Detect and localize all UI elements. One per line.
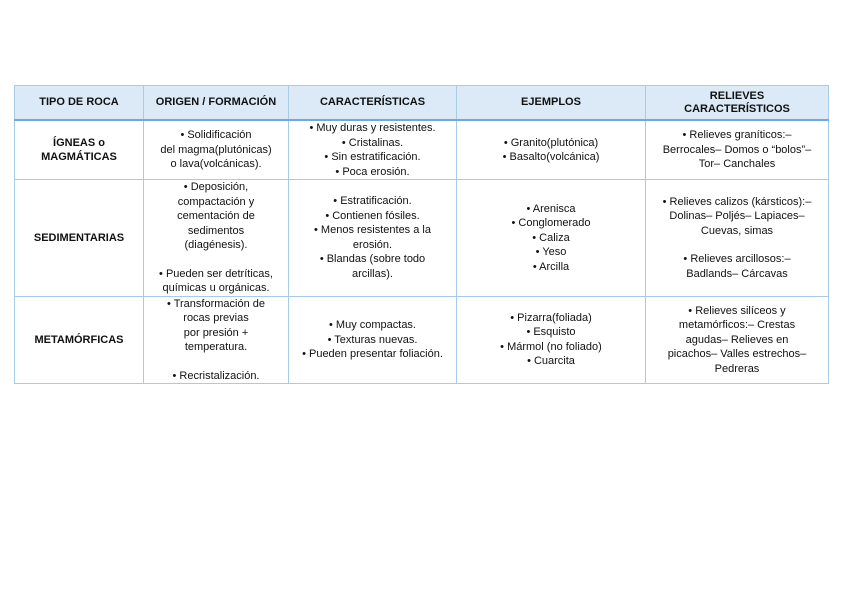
examples-cell [457,180,646,297]
rock-type-cell [15,180,144,297]
cell-line: • Yeso [535,246,567,258]
origin-cell [144,180,289,297]
examples-cell [457,296,646,384]
examples-cell [457,120,646,180]
header-tipo-de-roca: TIPO DE ROCA [15,86,144,121]
cell-line: • Texturas nuevas. [327,333,418,346]
cell-line: • Caliza [532,231,570,244]
cell-line: METAMÓRFICAS [34,333,124,346]
cell-line: • Basalto(volcánica) [502,151,600,163]
cell-line: • Estratificación. [333,195,412,208]
cell-line: • Contienen fósiles. [325,209,420,222]
reliefs-cell [646,180,829,297]
cell-line: • Muy compactas. [329,319,416,331]
origin-cell [144,120,289,180]
cell-line: • Relieves arcillosos:– [683,253,791,265]
line-gap [650,238,824,252]
rock-type-cell [15,296,144,384]
cell-line: • Relieves graníticos:– [682,129,792,142]
rock-types-table [14,85,829,384]
cell-line: • Granito(plutónica) [503,136,599,149]
characteristics-cell [289,120,457,180]
cell-line: • Blandas (sobre todo [319,253,426,266]
cell-line: agudas– Relieves en [685,333,789,346]
cell-line: rocas previas [183,312,249,324]
cell-line: • Muy duras y resistentes. [309,122,436,134]
header-relieves-line-1: RELIEVES [709,89,765,102]
cell-line: • Conglomerado [511,217,591,229]
cell-line: • Relieves calizos (kársticos):– [662,195,812,208]
cell-line: erosión. [352,238,393,251]
table-row [15,180,829,297]
cell-line: picachos– Valles estrechos– [667,348,807,360]
header-origen-formacion: ORIGEN / FORMACIÓN [144,86,289,121]
cell-line: temperatura. [184,341,248,353]
cell-line: • Deposición, [183,181,249,193]
cell-line: • Arcilla [532,260,570,273]
header-relieves [646,86,829,121]
cell-line: sedimentos [187,224,245,237]
characteristics-cell [289,180,457,297]
origin-cell [144,296,289,384]
cell-line: • Poca erosión. [335,165,410,178]
cell-line: MAGMÁTICAS [41,151,117,163]
cell-line: • Recristalización. [172,369,260,382]
cell-line: • Cristalinas. [341,136,404,149]
cell-line: SEDIMENTARIAS [33,231,125,244]
cell-line: • Arenisca [526,202,576,215]
header-relieves-line-2: CARACTERÍSTICOS [684,102,790,115]
cell-line: Cuevas, simas [700,224,774,237]
rock-type-cell [15,120,144,180]
cell-line: • Relieves silíceos y [688,304,786,317]
cell-line: • Cuarcita [527,355,575,368]
cell-line: (diagénesis). [184,239,248,251]
cell-line: • Mármol (no foliado) [500,340,602,353]
line-gap [148,355,284,369]
cell-line: metamórficos:– Crestas [678,319,796,331]
cell-line: o lava(volcánicas). [170,158,262,171]
cell-line: químicas u orgánicas. [162,282,270,294]
cell-line: arcillas). [352,267,393,280]
reliefs-cell [646,296,829,384]
cell-line: ÍGNEAS o [53,136,105,149]
cell-line: del magma(plutónicas) [160,143,272,156]
table-row [15,296,829,384]
cell-line: • Pueden presentar foliación. [302,348,443,360]
cell-line: por presión + [183,326,249,339]
cell-line: Tor– Canchales [698,158,776,171]
cell-line: • Menos resistentes a la [314,224,431,237]
line-gap [148,253,284,267]
cell-line: • Esquisto [526,326,576,339]
cell-line: • Sin estratificación. [324,151,421,163]
cell-line: Pedreras [714,362,760,375]
characteristics-cell [289,296,457,384]
cell-line: • Pizarra(foliada) [510,311,592,324]
cell-line: cementación de [177,210,255,222]
cell-line: Badlands– Cárcavas [686,267,788,280]
cell-line: Dolinas– Poljés– Lapiaces– [669,210,805,222]
cell-line: • Pueden ser detríticas, [159,267,273,280]
cell-line: Berrocales– Domos o “bolos”– [662,143,812,156]
cell-line: compactación y [177,195,255,208]
header-caracteristicas: CARACTERÍSTICAS [289,86,457,121]
table-row [15,120,829,180]
cell-line: • Solidificación [180,129,252,142]
reliefs-cell [646,120,829,180]
cell-line: • Transformación de [166,297,265,310]
header-ejemplos: EJEMPLOS [457,86,646,121]
table-header-row [15,86,829,121]
